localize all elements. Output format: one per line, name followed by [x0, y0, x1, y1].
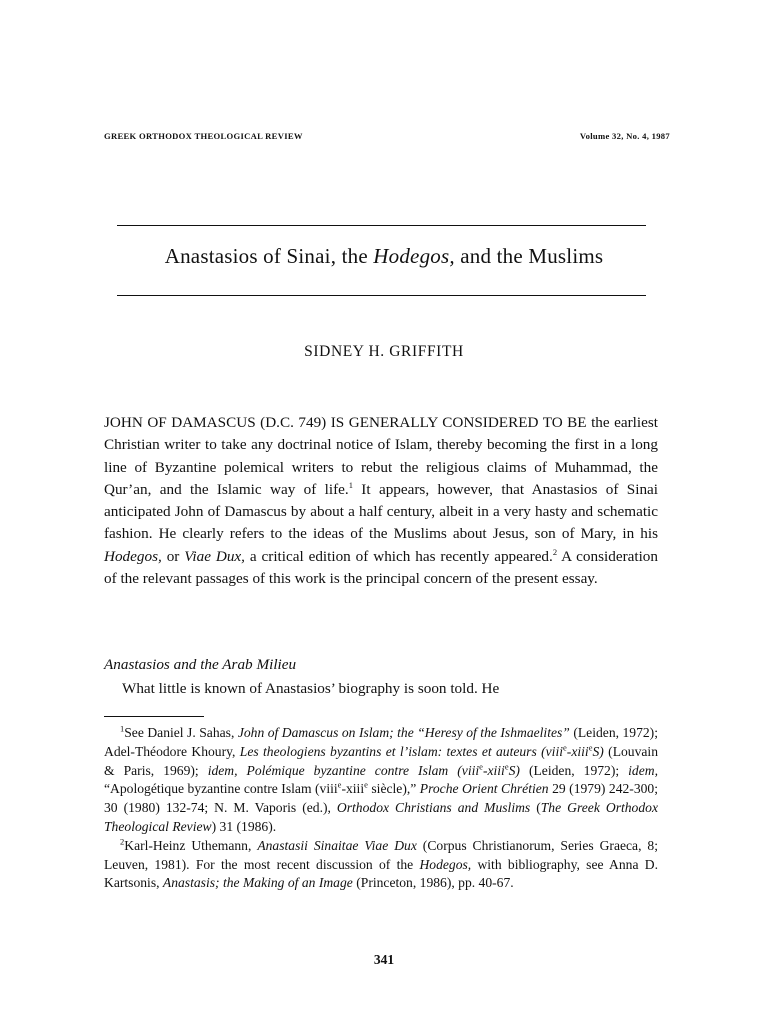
italic-run: idem, Polémique byzantine contre Islam (viii [207, 762, 480, 778]
italic-run: S) [508, 762, 520, 778]
text-run: JOHN OF DAMASCUS (D.C. 749) IS GENERALLY CONSIDERED TO BE the earliest Christian writer to take any doctrinal notice of Islam, thereby becoming the first in a long line of Byzantine polemical writers to rebut the religious claims of Muhammad, the Qur’an, and the Islamic way of life. [104, 414, 658, 498]
italic-run: Hodegos, [419, 856, 472, 872]
footnote-rule [104, 716, 204, 717]
text-run: ( [530, 800, 541, 816]
text-run: “Apologétique byzantine contre Islam (viii [104, 781, 338, 797]
text-run: or [161, 547, 185, 565]
italic-run: idem, [628, 762, 658, 778]
page-number: 341 [373, 952, 395, 967]
author-name: SIDNEY H. GRIFFITH [304, 343, 464, 360]
text-run: with bibliography, see Anna D. Kartsonis, [104, 856, 658, 891]
footnotes [104, 724, 658, 893]
text-run: See Daniel J. Sahas, [124, 725, 238, 740]
title-rule-top [117, 225, 646, 226]
volume-info: Volume 32, No. 4, 1987 [579, 131, 670, 141]
italic-run: Anastasis; the Making of an Image [162, 875, 353, 891]
journal-name: GREEK ORTHODOX THEOLOGICAL REVIEW [104, 131, 303, 141]
body-paragraph-2: What little is known of Anastasios’ biography is soon told. He [122, 680, 500, 697]
italic-run: John of Damascus on Islam; the “Heresy of the Ishmaelites” [237, 725, 570, 740]
italic-run: The Greek Orthodox Theological Review [104, 800, 658, 834]
footnote-ref-2[interactable]: 2 [552, 546, 558, 557]
text-run: siècle),” [367, 781, 420, 797]
title-italic-part: Hodegos, [373, 244, 455, 268]
italic-run: -xiii [482, 762, 505, 778]
text-run: 29 (1979) 242-300; 30 (1980) 132-74; N. M. Vaporis (ed.), [104, 781, 658, 816]
title-rule-bottom [117, 295, 646, 296]
footnote-ref-1[interactable]: 1 [348, 479, 353, 490]
footnote-marker: 2 [120, 836, 125, 847]
superscript: e [588, 742, 593, 753]
text-run: -xiii [341, 781, 365, 797]
section-heading: Anastasios and the Arab Milieu [104, 656, 297, 673]
superscript: e [563, 742, 567, 753]
italic-run: Orthodox Christians and Muslims [336, 800, 531, 816]
title-part: Anastasios of Sinai, the [164, 244, 374, 268]
title-part: and the Muslims [454, 244, 604, 268]
text-run: (Louvain & Paris, 1969); [104, 743, 658, 778]
text-run: a critical edition of which has recently appeared. [244, 547, 553, 565]
superscript: e [337, 779, 342, 790]
footnote-2 [104, 837, 658, 893]
text-run: Karl-Heinz Uthemann, [124, 837, 258, 853]
text-run: (Leiden, 1972); [519, 762, 629, 778]
footnote-marker: 1 [120, 723, 125, 734]
italic-run: Viae Dux, [184, 547, 245, 565]
article-title [80, 244, 688, 269]
italic-run: S) [592, 743, 604, 759]
superscript: e [479, 761, 483, 772]
superscript: e [364, 779, 368, 790]
superscript: e [504, 761, 509, 772]
footnote-1 [104, 724, 658, 837]
text-run: (Corpus Christianorum, Series Graeca, 8; Leuven, 1981). For the most recent discussion of the [104, 837, 658, 872]
text-run: (Leiden, 1972); Adel-Théodore Khoury, [104, 725, 658, 759]
text-run: It appears, however, that Anastasios of Sinai anticipated John of Damascus by about a half century, albeit in a very hasty and schematic fashion. He clearly refers to the ideas of the Muslims about Jesus, son of Mary, in his [104, 480, 659, 543]
italic-run: Anastasii Sinaitae Viae Dux [257, 837, 417, 853]
body-paragraph-1 [104, 412, 658, 590]
italic-run: Proche Orient Chrétien [419, 781, 549, 797]
italic-run: -xiii [566, 743, 589, 759]
italic-run: Les theologiens byzantins et l’islam: textes et auteurs (viii [239, 743, 564, 759]
text-run: ) 31 (1986). [211, 818, 277, 834]
text-run: (Princeton, 1986), pp. 40-67. [352, 875, 514, 891]
text-run: A consideration of the relevant passages of this work is the principal concern of the present essay. [104, 547, 658, 588]
running-head [104, 131, 670, 141]
italic-run: Hodegos, [104, 547, 162, 565]
